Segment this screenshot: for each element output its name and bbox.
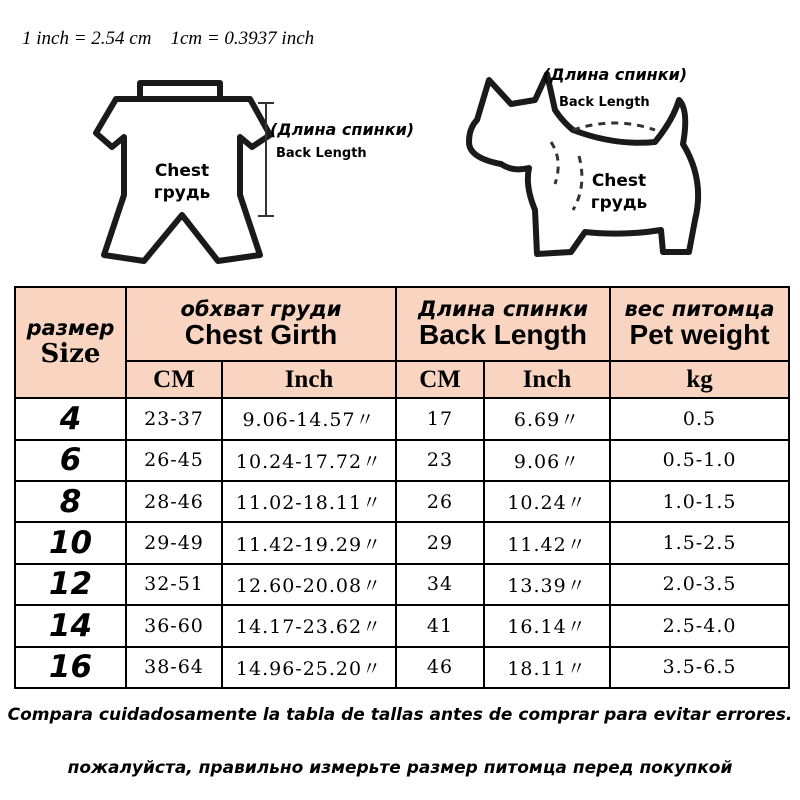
chest-inch-cell: 14.17-23.62〃 xyxy=(222,605,396,646)
table-header-row xyxy=(15,287,789,361)
unit-cm-back: CM xyxy=(396,361,484,398)
back-length-header-ru: Длина спинки xyxy=(418,297,588,322)
size-header-ru: размер xyxy=(26,315,115,340)
back-length-ru-label: (Длина спинки) xyxy=(543,65,688,84)
weight-cell: 0.5 xyxy=(610,398,789,439)
chest-girth-header-ru: обхват груди xyxy=(180,297,342,322)
back-cm-cell: 23 xyxy=(396,440,484,481)
back-cm-cell: 26 xyxy=(396,481,484,522)
back-inch-cell: 9.06〃 xyxy=(484,440,610,481)
weight-cell: 1.0-1.5 xyxy=(610,481,789,522)
weight-cell: 2.5-4.0 xyxy=(610,605,789,646)
chest-cm-cell: 29-49 xyxy=(126,522,222,563)
back-cm-cell: 29 xyxy=(396,522,484,563)
size-cell: 10 xyxy=(15,522,126,563)
chest-en-label: Chest xyxy=(154,161,210,181)
chest-label xyxy=(579,170,659,214)
chest-inch-cell: 11.02-18.11〃 xyxy=(222,481,396,522)
back-length-header-en: Back Length xyxy=(419,319,588,351)
back-length-en-label: Back Length xyxy=(559,95,650,110)
table-row xyxy=(15,564,789,605)
back-inch-cell: 16.14〃 xyxy=(484,605,610,646)
chest-girth-header-en: Chest Girth xyxy=(184,319,338,351)
back-length-en-label: Back Length xyxy=(276,146,367,161)
chest-cm-cell: 32-51 xyxy=(126,564,222,605)
back-inch-cell: 6.69〃 xyxy=(484,398,610,439)
footer-note-es: Compara cuidadosamente la tabla de tallas antes de comprar para evitar errores. xyxy=(7,705,793,725)
back-cm-cell: 41 xyxy=(396,605,484,646)
table-row xyxy=(15,647,789,688)
pet-weight-header-ru: вес питомца xyxy=(624,297,775,322)
pet-weight-header xyxy=(610,287,789,361)
weight-cell: 0.5-1.0 xyxy=(610,440,789,481)
chest-inch-cell: 11.42-19.29〃 xyxy=(222,522,396,563)
dog-diagram xyxy=(455,60,775,265)
chest-label xyxy=(142,160,222,204)
weight-cell: 2.0-3.5 xyxy=(610,564,789,605)
chest-inch-cell: 12.60-20.08〃 xyxy=(222,564,396,605)
size-cell: 8 xyxy=(15,481,126,522)
chest-cm-cell: 36-60 xyxy=(126,605,222,646)
size-cell: 14 xyxy=(15,605,126,646)
chest-inch-cell: 9.06-14.57〃 xyxy=(222,398,396,439)
back-inch-cell: 10.24〃 xyxy=(484,481,610,522)
size-cell: 16 xyxy=(15,647,126,688)
unit-cm-chest: CM xyxy=(126,361,222,398)
size-header-en: Size xyxy=(40,338,101,369)
chest-inch-cell: 10.24-17.72〃 xyxy=(222,440,396,481)
size-header xyxy=(15,287,126,398)
weight-cell: 3.5-6.5 xyxy=(610,647,789,688)
table-row xyxy=(15,398,789,439)
table-row xyxy=(15,522,789,563)
back-inch-cell: 13.39〃 xyxy=(484,564,610,605)
back-cm-cell: 46 xyxy=(396,647,484,688)
chest-en-label: Chest xyxy=(591,171,647,191)
size-cell: 6 xyxy=(15,440,126,481)
back-cm-cell: 34 xyxy=(396,564,484,605)
chest-ru-label: грудь xyxy=(590,193,648,213)
size-cell: 4 xyxy=(15,398,126,439)
pet-weight-header-en: Pet weight xyxy=(629,319,770,351)
chest-cm-cell: 38-64 xyxy=(126,647,222,688)
weight-cell: 1.5-2.5 xyxy=(610,522,789,563)
chest-girth-header xyxy=(126,287,396,361)
back-length-ru-label: (Длина спинки) xyxy=(270,120,415,139)
unit-inch-chest: Inch xyxy=(222,361,396,398)
unit-inch-back: Inch xyxy=(484,361,610,398)
table-body xyxy=(15,398,789,688)
size-cell: 12 xyxy=(15,564,126,605)
chest-cm-cell: 23-37 xyxy=(126,398,222,439)
garment-diagram xyxy=(90,75,430,275)
chest-cm-cell: 28-46 xyxy=(126,481,222,522)
chest-ru-label: грудь xyxy=(153,183,211,203)
table-row xyxy=(15,605,789,646)
back-length-header xyxy=(396,287,610,361)
dog-outline-icon xyxy=(455,60,775,265)
back-inch-cell: 11.42〃 xyxy=(484,522,610,563)
table-row xyxy=(15,440,789,481)
table-row xyxy=(15,481,789,522)
chest-inch-cell: 14.96-25.20〃 xyxy=(222,647,396,688)
unit-conversion-note: 1 inch = 2.54 cm 1cm = 0.3937 inch xyxy=(22,28,315,49)
garment-outline-icon xyxy=(90,75,430,275)
unit-kg: kg xyxy=(610,361,789,398)
back-inch-cell: 18.11〃 xyxy=(484,647,610,688)
size-chart-table xyxy=(14,286,790,689)
footer-note-ru: пожалуйста, правильно измерьте размер питомца перед покупкой xyxy=(67,758,733,778)
back-cm-cell: 17 xyxy=(396,398,484,439)
chest-cm-cell: 26-45 xyxy=(126,440,222,481)
table-units-row xyxy=(15,361,789,398)
